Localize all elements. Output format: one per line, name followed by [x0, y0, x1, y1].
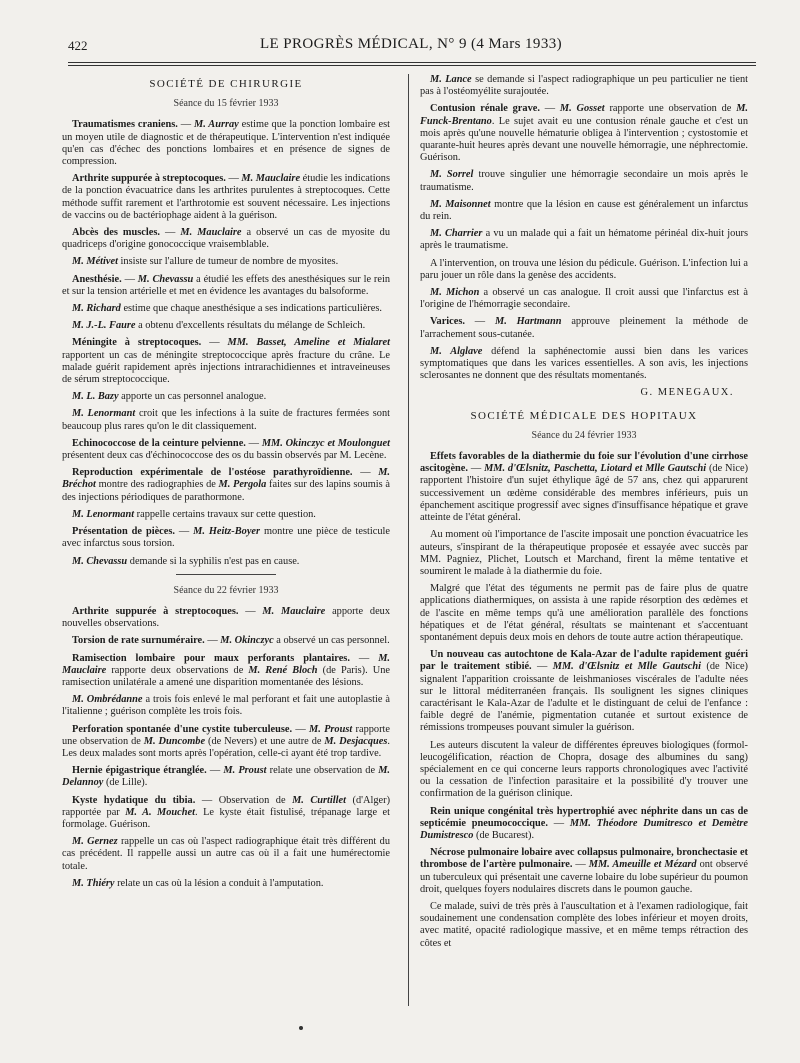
author-name: M. Mauclaire: [262, 605, 326, 617]
paragraph: [62, 256, 390, 268]
body-text: estime que chaque anesthésique a ses indications particulières.: [120, 303, 382, 315]
body-text: —: [201, 337, 228, 349]
author-name: M. Mauclaire: [241, 173, 301, 185]
body-text: a vu un malade qui a fait un hématome périnéal dix-huit jours après le traumatisme.: [420, 228, 748, 252]
paragraph: [420, 806, 748, 843]
item-title: Présentation de pièces.: [72, 526, 175, 538]
author-name: M. Sorrel: [430, 169, 474, 181]
body-text: a observé un cas analogue. Il croit aussi que l'infarctus est à l'origine de l'hémorragie secondaire.: [420, 287, 748, 311]
column-divider: [408, 74, 409, 1006]
paragraph: [420, 847, 748, 896]
paragraph: [62, 303, 390, 315]
header-rule: [68, 62, 756, 66]
paragraph: [62, 653, 390, 690]
body-text: a obtenu d'excellents résultats du mélange de Schleich.: [135, 320, 366, 332]
body-text: (de Nice) signalent l'apparition croissante de leishmanioses viscérales de l'adulte nées sur le littoral méditerranéen français. Ils soulignent les signes cliniques caractérisant le Kala-Azar de l'adulte et le distinguant de celui de l'enfance : faible degré de l'anémie, pigmentation cutanée et surtout existence de rémissions trompeuses pouvant simuler la guérison.: [420, 661, 748, 734]
author-name: M. Okinczyc: [220, 635, 274, 647]
body-text: rapporte deux observations de: [106, 664, 249, 676]
paragraph: [62, 836, 390, 873]
body-text: —: [174, 526, 194, 538]
paragraph: [62, 556, 390, 568]
author-name: M. Curtillet: [292, 794, 347, 806]
body-text: —: [464, 316, 495, 328]
right-column: [420, 74, 748, 955]
body-text: rapporte une observation de: [604, 103, 737, 115]
body-text: relate une observation de: [266, 765, 379, 777]
body-text: (de Lille).: [103, 777, 148, 789]
author-name: M. Charrier: [430, 228, 483, 240]
body-text: —: [531, 661, 553, 673]
body-text: relate un cas où la lésion a conduit à l'amputation.: [114, 877, 324, 889]
body-text: montre que la lésion en cause est généralement un infarctus du rein.: [420, 198, 749, 223]
paragraph: [62, 765, 390, 789]
body-text: a trois fois enlevé le mal perforant et fait une autoplastie à l'italienne ; guérison complète les trois fois.: [62, 694, 390, 718]
body-text: —: [225, 173, 242, 185]
body-text: (de Bucarest).: [473, 829, 535, 841]
body-text: ont observé un tuberculeux qui présentait une caverne lobaire du lobe supérieur du poumon droit, quelques foyers nodulaires discrets dans le poumon gauche.: [420, 859, 748, 895]
item-title: Traumatismes craniens.: [72, 119, 178, 131]
session-date: Séance du 24 février 1933: [531, 429, 637, 441]
body-text: a étudié les effets des anesthésiques sur le rein et sur la tension artérielle et met en évidence les avantages du balsoforme.: [62, 273, 391, 297]
paragraph: [62, 606, 390, 630]
author-name: M. René Bloch: [248, 664, 318, 676]
paragraph: [420, 901, 748, 950]
session-items: [420, 74, 748, 382]
author-name: M. Duncombe: [143, 735, 206, 747]
author-name: M. Ombrédanne: [72, 694, 143, 706]
author-name: M. Aurray: [194, 119, 239, 131]
body-text: rappelle un cas où l'aspect radiographique était très différent du cas précédent. Il rappelle aussi un autre cas où il a fait une humérectomie totale.: [62, 836, 390, 872]
page-header: [68, 36, 754, 60]
body-text: —: [206, 765, 224, 777]
paragraph: [62, 878, 390, 890]
item-title: Reproduction expérimentale de l'ostéose parathyroïdienne.: [72, 467, 353, 479]
author-name: M. Thiéry: [72, 877, 115, 889]
body-text: demande si la syphilis n'est pas en cause.: [127, 555, 300, 567]
body-text: rapportent un cas de méningite streptococcique après fracture du crâne. Le malade guérit rapidement après injections intrarachidiennes et intraveineuses de sérum streptococcique.: [62, 349, 390, 386]
paragraph: [420, 451, 748, 524]
paragraph: [420, 228, 748, 252]
body-text: Au moment où l'importance de l'ascite imposait une ponction évacuatrice les auteurs, s'inspirant de la thérapeutique proposée et essayée avec succès par MM. Pagniez, Plichet, Loutsch et Marchand, firent la même tentative et soumirent le malade à la diathermie du foie.: [420, 529, 748, 577]
body-text: Malgré que l'état des téguments ne permit pas de faire plus de quatre applications diathermiques, on assista à une rapide résorption des œdèmes et de l'ascite en même temps qu'à une amélioration parallèle des fonctions hépatiques et de l'état général, résultats se maintenant et s'accentuant spontanément depuis deux mois en dehors de toute autre action thérapeutique.: [420, 583, 748, 643]
separator-line: [176, 574, 276, 575]
item-title: Contusion rénale grave.: [430, 103, 540, 115]
body-text: (d'Alger) rapportée par: [62, 794, 391, 818]
paragraph: [62, 391, 390, 403]
author-name: MM. d'Œlsnitz et Mlle Gautschi: [552, 661, 702, 673]
body-text: apporte deux nouvelles observations.: [62, 605, 390, 630]
author-name: MM. d'Œlsnitz, Paschetta, Liotard et Mlle Gautschi: [484, 463, 707, 475]
item-title: Hernie épigastrique étranglée.: [72, 765, 207, 777]
author-name: M. Gosset: [559, 103, 605, 115]
session-items: [420, 451, 748, 950]
item-title: Abcès des muscles.: [72, 227, 160, 239]
page-ornament: [299, 1026, 303, 1030]
paragraph: [62, 635, 390, 647]
item-title: Un nouveau cas autochtone de Kala-Azar de l'adulte rapidement guéri par le traitement stibié.: [420, 649, 748, 673]
body-text: A l'intervention, on trouva une lésion du pédicule. Guérison. L'infection lui a paru jouer un rôle dans la genèse des accidents.: [420, 257, 748, 281]
paragraph: [420, 199, 748, 223]
body-text: a observé un cas de myosite du quadriceps d'origine gonococcique vraisemblable.: [62, 227, 390, 251]
body-text: Ce malade, suivi de très près à l'auscultation et à l'examen radiologique, fait soudainement une condensation complète des lobes inférieur et moyen droits, avec matité, opacité radiologique massive, et en même temps rétraction des côtes et: [420, 900, 748, 949]
paragraph: [62, 694, 390, 718]
author-name: M. J.-L. Faure: [72, 320, 136, 332]
body-text: rapporte une observation de: [62, 723, 391, 747]
author-name: M. A. Mouchet: [125, 806, 195, 818]
author-name: M. Mauclaire: [62, 652, 390, 676]
signature: G. MENEGAUX.: [640, 387, 734, 399]
body-text: —: [467, 463, 485, 475]
paragraph: [62, 438, 390, 462]
journal-title: LE PROGRÈS MÉDICAL, N° 9 (4 Mars 1933): [259, 36, 563, 52]
body-text: défend la saphénectomie aussi bien dans les varices symptomatiques que dans les varices essentielles. A son avis, les injections sclerosantes ne donnent que des résultats momentanés.: [420, 345, 748, 382]
session-date: Séance du 15 février 1933: [173, 98, 279, 110]
body-text: montre des radiographies de: [95, 479, 219, 491]
body-text: —: [177, 119, 194, 131]
author-name: M. Bréchot: [62, 467, 390, 491]
body-text: a observé un cas personnel.: [273, 635, 390, 647]
author-name: M. Alglave: [430, 345, 483, 357]
paragraph: [62, 337, 390, 386]
body-text: faites sur des lapins soumis à des injections périodiques de parathormone.: [62, 479, 390, 503]
author-name: M. Métivet: [72, 256, 118, 268]
body-text: croit que les infections à la suite de fractures fermées sont beaucoup plus rares qu'on le dit classiquement.: [62, 408, 391, 432]
paragraph: [420, 529, 748, 578]
item-title: Arthrite suppurée à streptocoques.: [72, 173, 226, 185]
body-text: —: [352, 467, 379, 479]
item-title: Ramisection lombaire pour maux perforants plantaires.: [72, 652, 350, 664]
author-name: M. Funck-Brentano: [420, 103, 748, 127]
session-date: Séance du 22 février 1933: [173, 584, 279, 596]
paragraph: [420, 258, 748, 282]
body-text: (de Nevers) et une autre de: [205, 735, 325, 747]
paragraph: [62, 119, 390, 168]
body-text: trouve singulier une hémorragie secondaire un mois après le traumatisme.: [420, 169, 748, 193]
body-text: . Les deux malades sont morts après l'opération, celle-ci ayant été trop tardive.: [62, 735, 391, 759]
page-number: 422: [68, 38, 88, 53]
paragraph: [420, 316, 748, 340]
author-name: M. L. Bazy: [72, 391, 119, 403]
society-heading-chirurgie: SOCIÉTÉ DE CHIRURGIE: [149, 78, 303, 90]
body-text: —: [238, 605, 263, 617]
author-name: M. Hartmann: [495, 316, 562, 328]
author-name: M. Chevassu: [137, 273, 194, 285]
paragraph: [62, 173, 390, 222]
author-name: M. Lenormant: [72, 508, 135, 520]
paragraph: [62, 408, 390, 432]
paragraph: [420, 287, 748, 311]
item-title: Nécrose pulmonaire lobaire avec collapsus pulmonaire, bronchectasie et thrombose de l'artère pulmonaire.: [420, 847, 748, 871]
author-name: MM. Ameuille et Mézard: [588, 859, 697, 871]
paragraph: [62, 795, 390, 832]
body-text: —: [245, 437, 262, 449]
author-name: M. Chevassu: [72, 555, 128, 567]
body-text: . Le kyste était fistulisé, trépanage large et formolage. Guérison.: [62, 806, 390, 830]
body-text: —: [349, 652, 379, 664]
author-name: M. Richard: [72, 303, 121, 315]
author-name: M. Pergola: [218, 479, 267, 491]
paragraph: [62, 467, 390, 504]
body-text: estime que la ponction lombaire est un moyen utile de diagnostic et de thérapeutique. L'intervention n'est indiquée qu'en cas d'échec des ponctions lombaires et en présence de signes de compression.: [62, 119, 390, 168]
author-name: MM. Basset, Ameline et Mialaret: [227, 337, 391, 349]
body-text: présentent deux cas d'échinococcose des os du bassin observés par M. Lecène.: [62, 450, 387, 462]
paragraph: [420, 169, 748, 193]
body-text: . Le sujet avait eu une contusion rénale gauche et c'est un mois après qu'une nouvelle hématurie obligea à l'intervention ; cystostomie et quarante-huit heures après devant une nouvelle hémorragie, une néphrectomie. Guérison.: [420, 115, 748, 164]
body-text: —: [539, 103, 560, 115]
left-column: [62, 74, 390, 895]
body-text: —: [292, 723, 310, 735]
author-name: M. Heitz-Boyer: [193, 526, 261, 538]
item-title: Arthrite suppurée à streptocoques.: [72, 605, 239, 617]
body-text: (de Nice) rapportent l'histoire d'un sujet éthylique âgé de 57 ans, chez qui apparurent successivement un œdème considérable des membres inférieurs, puis un épanchement ascitique progressif avec signes d'insuffisance hépatique et grave atteinte de l'état général.: [420, 463, 749, 524]
body-text: —: [121, 273, 138, 285]
item-title: Torsion de rate surnuméraire.: [72, 635, 205, 647]
body-text: —: [547, 817, 570, 829]
author-name: M. Gernez: [72, 836, 118, 848]
author-name: MM. Théodore Dumitresco et Demètre Dumistresco: [420, 817, 748, 841]
paragraph: [420, 74, 748, 98]
paragraph: [420, 103, 748, 164]
paragraph: [62, 724, 390, 761]
author-name: M. Proust: [309, 723, 353, 735]
item-title: Méningite à streptocoques.: [72, 337, 202, 349]
author-name: M. Michon: [430, 287, 480, 299]
author-name: M. Mauclaire: [180, 227, 242, 239]
paragraph: [62, 526, 390, 550]
author-name: M. Lenormant: [72, 408, 136, 420]
paragraph: [62, 274, 390, 298]
author-name: MM. Okinczyc et Moulonguet: [261, 437, 391, 449]
body-text: — Observation de: [195, 794, 293, 806]
item-title: Varices.: [430, 316, 465, 328]
item-title: Effets favorables de la diathermie du foie sur l'évolution d'une cirrhose ascitogène.: [420, 451, 748, 475]
body-text: —: [572, 859, 589, 871]
body-text: apporte un cas personnel analogue.: [118, 391, 267, 403]
item-title: Echinococcose de la ceinture pelvienne.: [72, 437, 246, 449]
society-heading-hopitaux: SOCIÉTÉ MÉDICALE DES HOPITAUX: [470, 409, 698, 422]
author-name: M. Proust: [223, 765, 267, 777]
body-text: montre une pièce de testicule avec infarctus sous torsion.: [62, 526, 390, 550]
paragraph: [420, 346, 748, 383]
paragraph: [420, 583, 748, 644]
body-text: approuve pleinement la méthode de l'arrachement sous-cutanée.: [420, 316, 749, 340]
paragraph: [62, 320, 390, 332]
author-name: M. Maisonnet: [430, 198, 491, 210]
body-text: —: [204, 635, 221, 647]
author-name: M. Desjacques: [324, 735, 388, 747]
item-title: Perforation spontanée d'une cystite tuberculeuse.: [72, 723, 293, 735]
paragraph: [420, 649, 748, 734]
session-items: [62, 606, 390, 890]
paragraph: [62, 509, 390, 521]
author-name: M. Lance: [430, 74, 472, 85]
paragraph: [420, 740, 748, 801]
body-text: insiste sur l'allure de tumeur de nombre de myosites.: [117, 256, 339, 268]
session-items: [62, 119, 390, 567]
item-title: Rein unique congénital très hypertrophié avec néphrite dans un cas de septicémie pneumococcique.: [420, 805, 748, 829]
paragraph: [62, 227, 390, 251]
body-text: (de Paris). Une ramisection unilatérale a amené une disparition momentanée des lésions.: [62, 664, 391, 688]
author-name: M. Delannoy: [62, 765, 390, 789]
body-text: se demande si l'aspect radiographique un peu particulier ne tient pas à l'ostéomyélite surajoutée.: [420, 74, 748, 98]
body-text: étudie les indications de la ponction évacuatrice dans les arthrites purulentes à streptocoques. Cette méthode suffit rarement et l'arthrotomie est souvent nécessaire. Les injections de vaccins ou de bactériophage aident à la guérison.: [62, 173, 391, 221]
item-title: Kyste hydatique du tibia.: [72, 794, 196, 806]
body-text: —: [159, 227, 181, 239]
body-text: rappelle certains travaux sur cette question.: [134, 508, 316, 520]
body-text: Les auteurs discutent la valeur de différentes épreuves biologiques (formol-leucogélification, réaction de Chopra, dosage des albumines du sang) spécialement en ce qui concerne leurs rapports chronologiques avec l'activité ou la cessation de l'infection parasitaire et la possibilité d'y trouver une confirmation de la guérison clinique.: [420, 739, 748, 800]
item-title: Anesthésie.: [72, 273, 122, 285]
